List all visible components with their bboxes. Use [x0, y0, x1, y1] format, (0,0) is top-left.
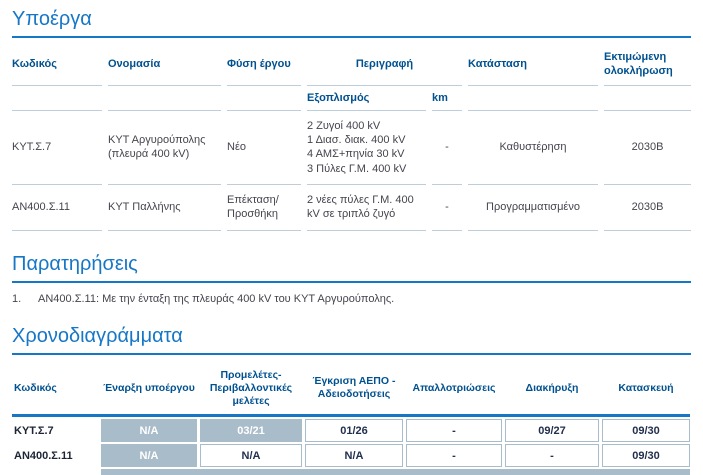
subcol-header-km: km: [432, 86, 462, 111]
cell-code: ΑΝ400.Σ.11: [14, 449, 73, 462]
cell-name: ΚΥΤ Αργυρούπολης (πλευρά 400 kV): [108, 111, 221, 185]
cell-equipment: 2 Ζυγοί 400 kV 1 Διασ. διακ. 400 kV 4 ΑΜΣ+πηνία 30 kV 3 Πύλες Γ.Μ. 400 kV: [307, 111, 426, 185]
timelines-section: [12, 325, 691, 475]
note-item: [12, 293, 691, 305]
table-row: [12, 185, 691, 231]
cell-completion: 2030B: [604, 111, 691, 185]
timelines-table: [12, 365, 690, 475]
table-row: [12, 444, 690, 467]
cell-code: ΚΥΤ.Σ.7: [14, 424, 54, 437]
col-header-tender: Διακήρυξη: [525, 381, 579, 394]
cell-start: N/A: [101, 419, 197, 442]
cell-construction: 09/30: [602, 419, 690, 442]
notes-section: [12, 253, 691, 305]
notes-title: Παρατηρήσεις: [12, 253, 691, 283]
cell-status: Καθυστέρηση: [468, 111, 598, 185]
col-header-name: Ονομασία: [108, 44, 221, 86]
col-header-code: Κωδικός: [12, 44, 102, 86]
subprojects-section: [12, 8, 691, 231]
cell-equipment: 2 νέες πύλες Γ.Μ. 400 kV σε τριπλό ζυγό: [307, 185, 426, 231]
header-divider: [12, 414, 690, 417]
cell-name: ΚΥΤ Παλλήνης: [108, 185, 221, 231]
cell-expropriations: -: [406, 419, 502, 442]
cell-studies: N/A: [200, 444, 302, 467]
cell-code: ΑΝ400.Σ.11: [12, 185, 102, 231]
subprojects-table: [12, 44, 691, 231]
col-header-studies: Προμελέτες-Περιβαλλοντικές μελέτες: [209, 368, 293, 407]
subprojects-subheader-row: [12, 86, 691, 111]
note-number: 1.: [12, 292, 22, 305]
table-row: [12, 111, 691, 185]
col-header-start: Έναρξη υποέργου: [103, 381, 195, 394]
cell-tender: 09/27: [505, 419, 599, 442]
subprojects-header-row: [12, 44, 691, 86]
table-footer: [12, 469, 690, 475]
note-text: ΑΝ400.Σ.11: Με την ένταξη της πλευράς 400 kV του ΚΥΤ Αργυρούπολης.: [38, 292, 395, 305]
cell-nature: Νέο: [227, 111, 301, 185]
col-header-nature: Φύση έργου: [227, 44, 301, 86]
cell-tender: -: [505, 444, 599, 467]
cell-construction: 09/30: [602, 444, 690, 467]
cell-start: N/A: [101, 444, 197, 467]
col-header-construction: Κατασκευή: [618, 381, 674, 394]
cell-status: Προγραμματισμένο: [468, 185, 598, 231]
cell-code: ΚΥΤ.Σ.7: [12, 111, 102, 185]
subcol-header-equipment: Εξοπλισμός: [307, 86, 426, 111]
cell-km: -: [432, 111, 462, 185]
col-header-status: Κατάσταση: [468, 44, 598, 86]
cell-nature: Επέκταση/Προσθήκη: [227, 185, 301, 231]
table-footer-band: [101, 469, 690, 475]
cell-permits: N/A: [305, 444, 403, 467]
subprojects-title: Υποέργα: [12, 8, 691, 38]
cell-studies: 03/21: [200, 419, 302, 442]
cell-km: -: [432, 185, 462, 231]
col-header-completion: Εκτιμώμενη ολοκλήρωση: [604, 44, 691, 86]
timelines-header-row: [12, 365, 690, 412]
cell-permits: 01/26: [305, 419, 403, 442]
col-header-expropriations: Απαλλοτριώσεις: [412, 381, 496, 394]
col-header-description: Περιγραφή: [307, 44, 462, 86]
timelines-title: Χρονοδιαγράμματα: [12, 325, 691, 355]
table-row: [12, 419, 690, 442]
cell-completion: 2030B: [604, 185, 691, 231]
col-header-code: Κωδικός: [14, 381, 57, 394]
col-header-permits: Έγκριση ΑΕΠΟ - Αδειοδοτήσεις: [312, 375, 396, 401]
cell-expropriations: -: [406, 444, 502, 467]
